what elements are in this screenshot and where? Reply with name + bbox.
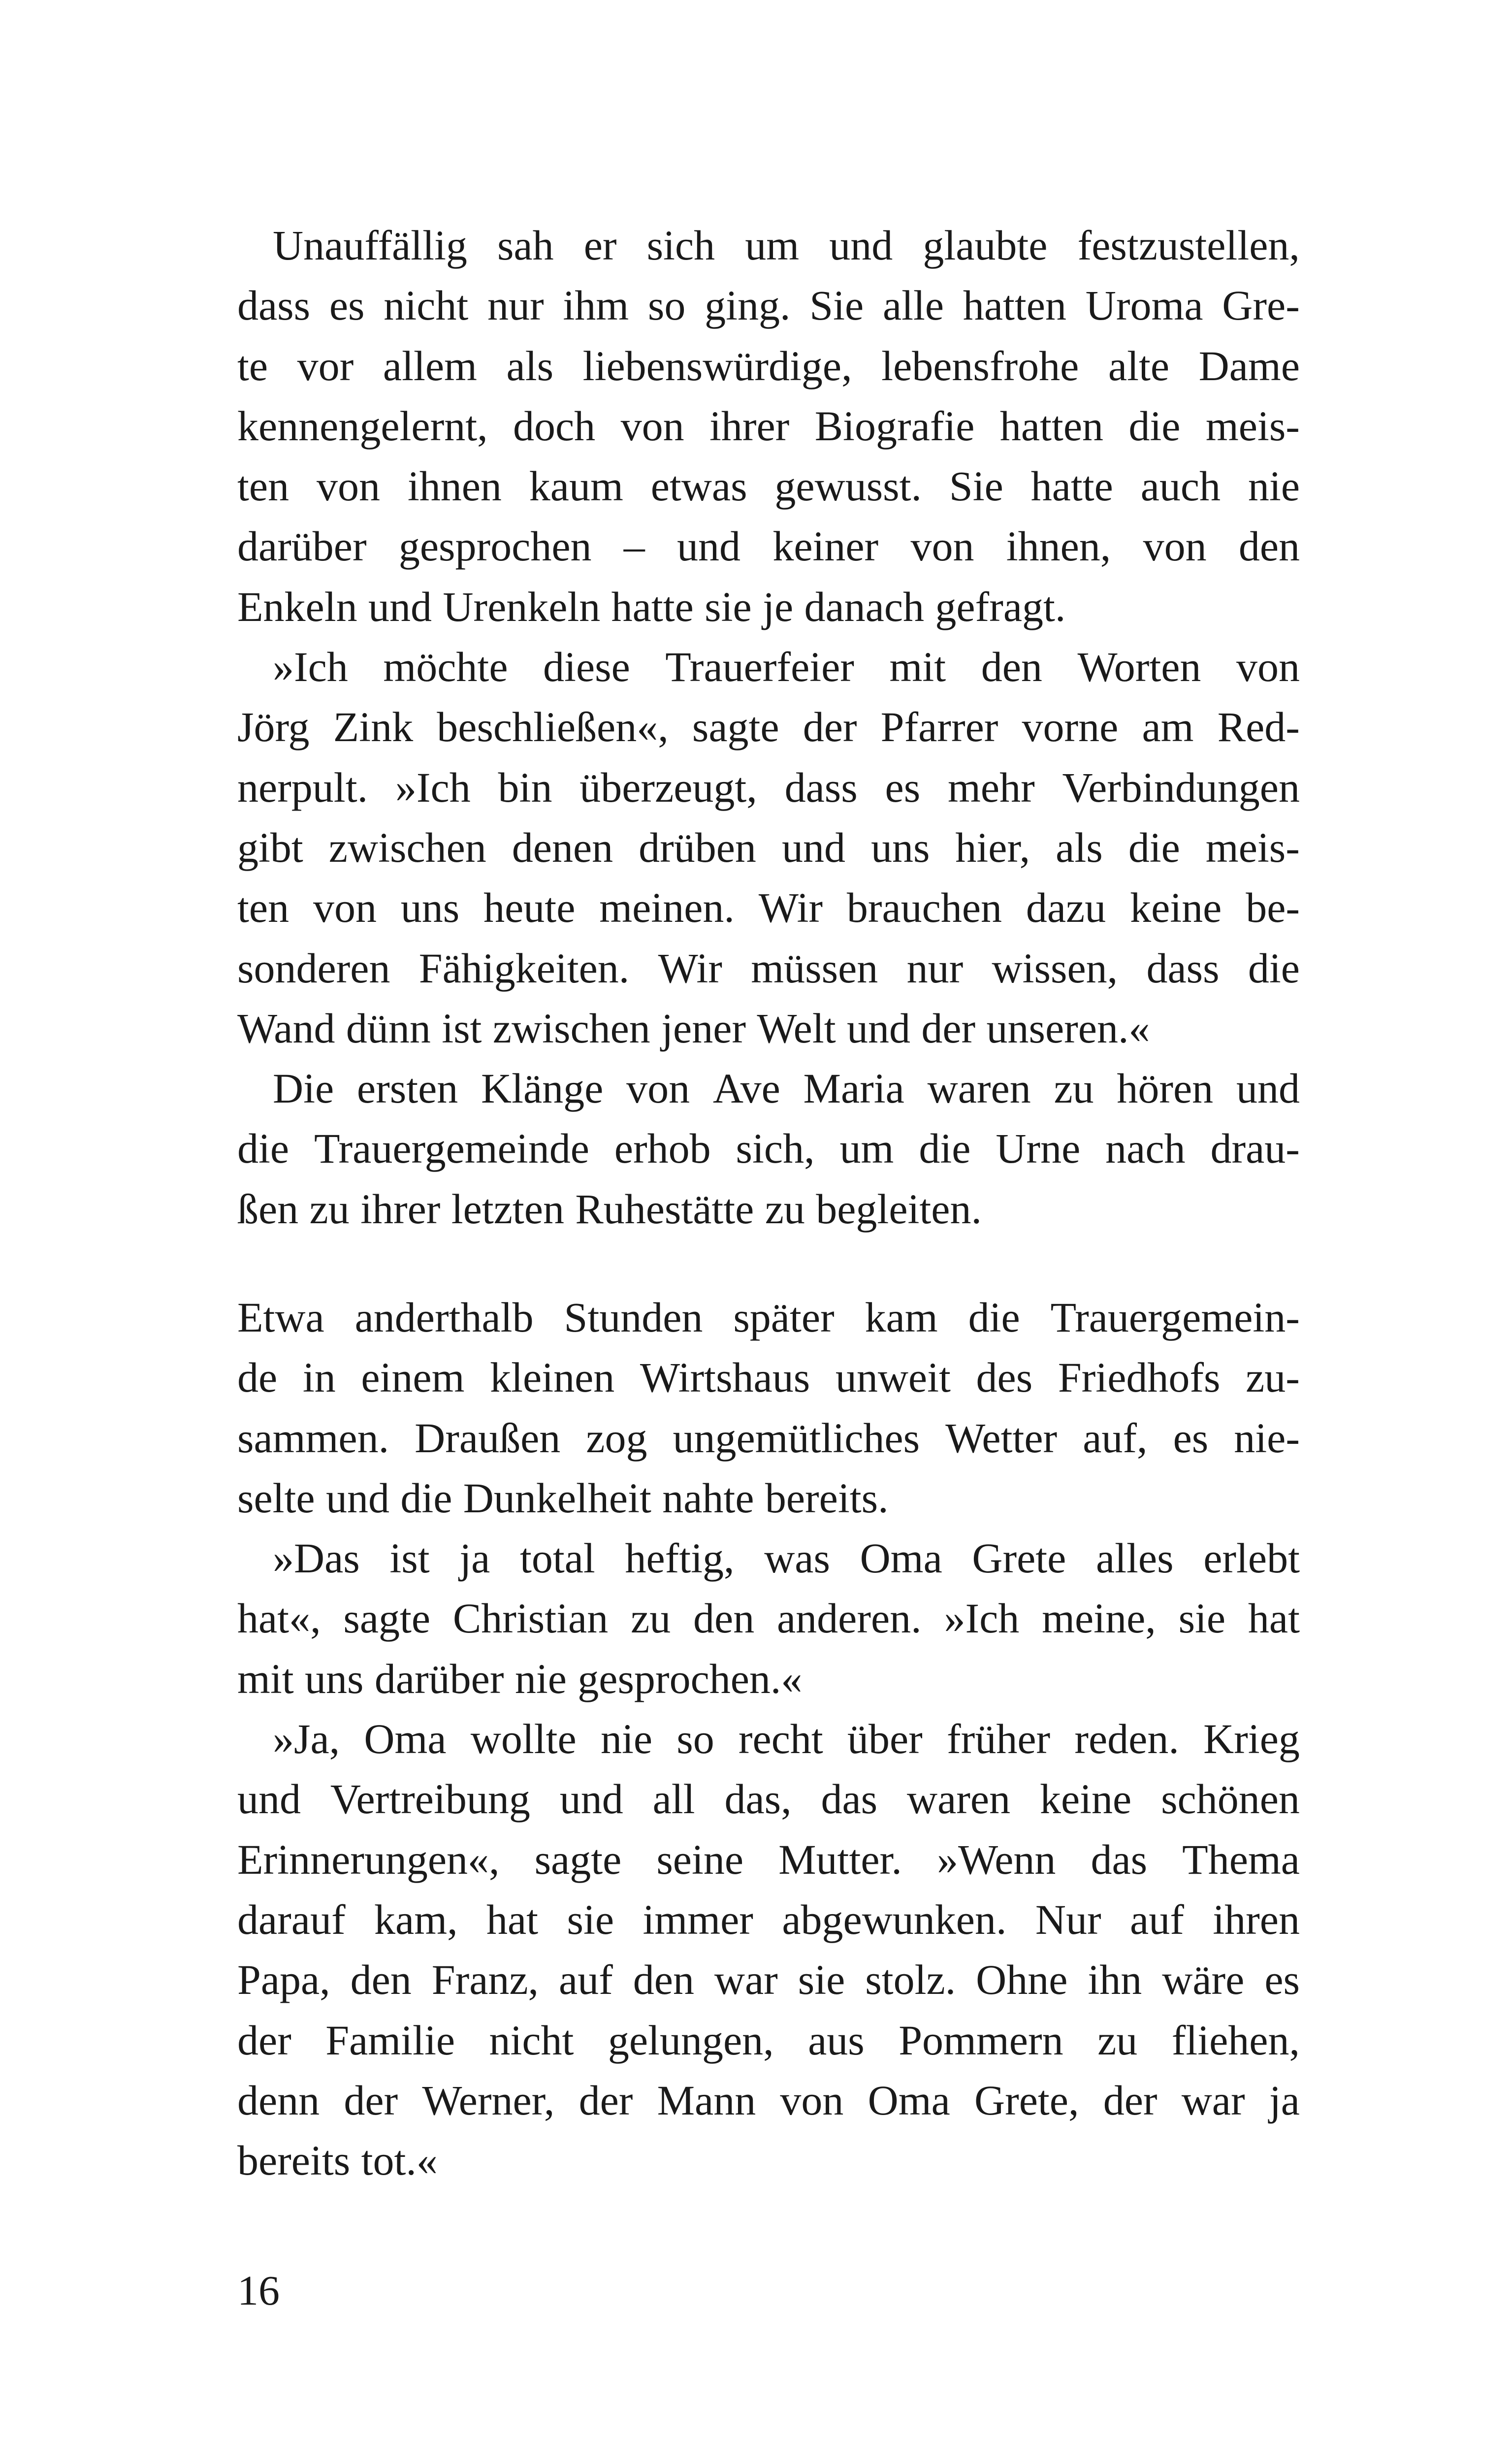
text-line: kennengelernt, doch von ihrer Biografie hatten die meis-	[237, 402, 1300, 450]
text-line: ten von uns heute meinen. Wir brauchen dazu keine be-	[237, 884, 1300, 932]
text-line: hat«, sagte Christian zu den anderen. »Ich meine, sie hat	[237, 1595, 1300, 1642]
text-line: »Ja, Oma wollte nie so recht über früher reden. Krieg	[273, 1715, 1300, 1763]
text-line: Enkeln und Urenkeln hatte sie je danach gefragt.	[237, 583, 1066, 630]
text-line: und Vertreibung und all das, das waren keine schönen	[237, 1775, 1300, 1823]
text-line: selte und die Dunkelheit nahte bereits.	[237, 1474, 889, 1522]
text-line: ßen zu ihrer letzten Ruhestätte zu begleiten.	[237, 1185, 982, 1233]
text-line: Wand dünn ist zwischen jener Welt und der unseren.«	[237, 1004, 1150, 1052]
text-line: bereits tot.«	[237, 2137, 438, 2184]
text-line: »Das ist ja total heftig, was Oma Grete alles erlebt	[273, 1534, 1300, 1582]
text-line: Die ersten Klänge von Ave Maria waren zu hören und	[273, 1065, 1300, 1112]
text-line: Papa, den Franz, auf den war sie stolz. Ohne ihn wäre es	[237, 1956, 1300, 2004]
text-line: darauf kam, hat sie immer abgewunken. Nur auf ihren	[237, 1895, 1300, 1943]
text-line: Erinnerungen«, sagte seine Mutter. »Wenn das Thema	[237, 1835, 1300, 1883]
text-line: te vor allem als liebenswürdige, lebensfrohe alte Dame	[237, 342, 1300, 390]
text-line: dass es nicht nur ihm so ging. Sie alle hatten Uroma Gre-	[237, 282, 1300, 329]
text-line: nerpult. »Ich bin überzeugt, dass es mehr Verbindungen	[237, 763, 1300, 811]
text-line: gibt zwischen denen drüben und uns hier, als die meis-	[237, 823, 1300, 871]
text-line: Unauffällig sah er sich um und glaubte festzustellen,	[273, 222, 1300, 269]
text-line: »Ich möchte diese Trauerfeier mit den Worten von	[273, 643, 1300, 691]
text-line: der Familie nicht gelungen, aus Pommern zu fliehen,	[237, 2016, 1300, 2064]
text-line: mit uns darüber nie gesprochen.«	[237, 1655, 803, 1702]
text-line: darüber gesprochen – und keiner von ihnen, von den	[237, 522, 1300, 570]
text-line: sonderen Fähigkeiten. Wir müssen nur wissen, dass die	[237, 944, 1300, 992]
text-line: sammen. Draußen zog ungemütliches Wetter auf, es nie-	[237, 1414, 1300, 1462]
text-section-inn	[237, 1287, 1300, 2190]
page-number: 16	[237, 2267, 280, 2314]
text-line: Jörg Zink beschließen«, sagte der Pfarrer vorne am Red-	[237, 703, 1300, 751]
text-line: die Trauergemeinde erhob sich, um die Urne nach drau-	[237, 1125, 1300, 1173]
text-line: Etwa anderthalb Stunden später kam die Trauergemein-	[237, 1294, 1300, 1341]
text-line: de in einem kleinen Wirtshaus unweit des Friedhofs zu-	[237, 1354, 1300, 1401]
text-section-funeral	[237, 215, 1300, 1239]
text-line: ten von ihnen kaum etwas gewusst. Sie hatte auch nie	[237, 462, 1300, 510]
text-line: denn der Werner, der Mann von Oma Grete, der war ja	[237, 2076, 1300, 2124]
